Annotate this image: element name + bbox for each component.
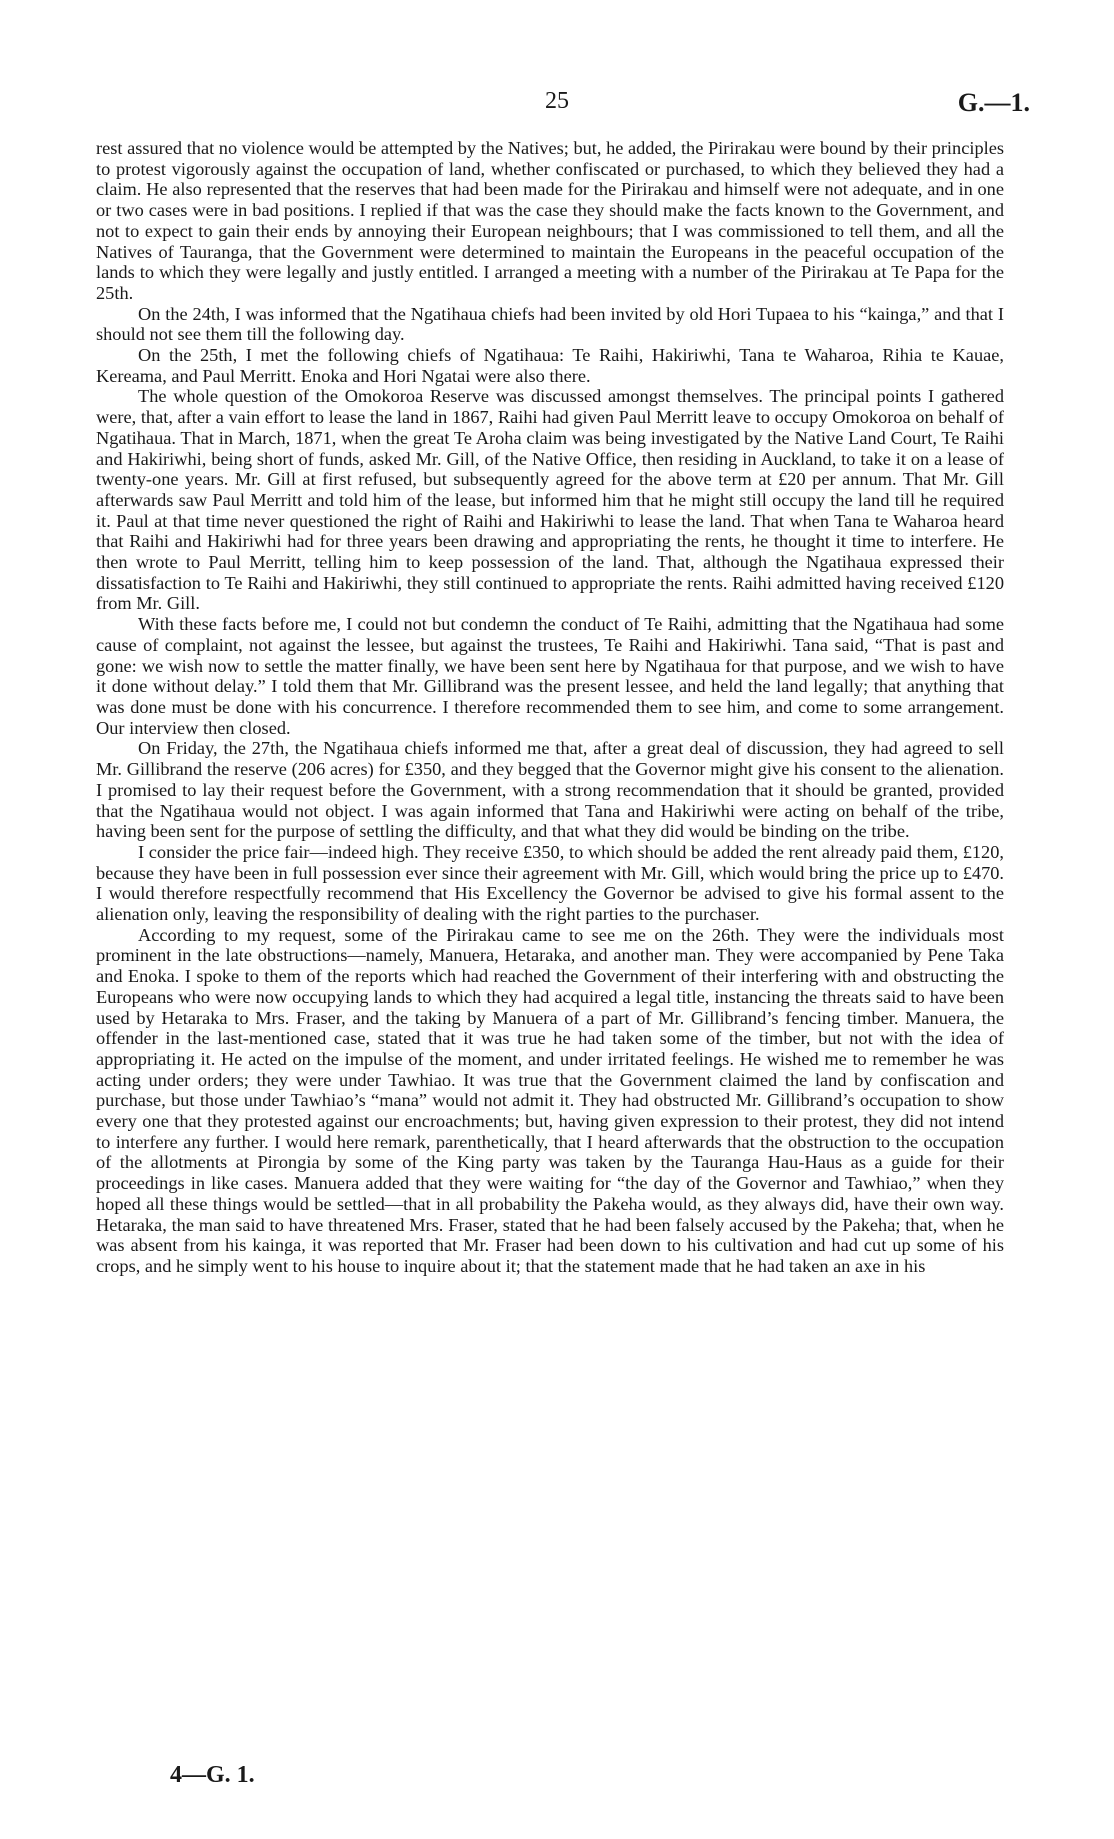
- paragraph: With these facts before me, I could not but condemn the conduct of Te Raihi, admitting that the Ngatihaua had some cause of complaint, not against the lessee, but against the trustees, Te Raihi and Hakiriwhi. Tana said, “That is past and gone: we wish now to settle the matter finally, we have been sent here by Ngatihaua for that purpose, and we wish to have it done without delay.” I told them that Mr. Gillibrand was the present lessee, and held the land legally; that anything that was done must be done with his concurrence. I therefore recommended them to see him, and come to some arrangement. Our interview then closed.: [96, 614, 1004, 738]
- paragraph: The whole question of the Omokoroa Reserve was discussed amongst themselves. The principal points I gathered were, that, after a vain effort to lease the land in 1867, Raihi had given Paul Merritt leave to occupy Omokoroa on behalf of Ngatihaua. That in March, 1871, when the great Te Aroha claim was being investigated by the Native Land Court, Te Raihi and Hakiriwhi, being short of funds, asked Mr. Gill, of the Native Office, then residing in Auckland, to take it on a lease of twenty-one years. Mr. Gill at first refused, but subsequently agreed for the above term at £20 per annum. That Mr. Gill afterwards saw Paul Merritt and told him of the lease, but informed him that he might still occupy the land till he required it. Paul at that time never questioned the right of Raihi and Hakiriwhi to lease the land. That when Tana te Waharoa heard that Raihi and Hakiriwhi had for three years been drawing and appropriating the rents, he thought it time to interfere. He then wrote to Paul Merritt, telling him to keep possession of the land. That, although the Ngatihaua expressed their dissatisfaction to Te Raihi and Hakiriwhi, they still continued to appropriate the rents. Raihi admitted having received £120 from Mr. Gill.: [96, 386, 1004, 614]
- paragraph: rest assured that no violence would be attempted by the Natives; but, he added, the Pirirakau were bound by their principles to protest vigorously against the occupation of land, whether confiscated or purchased, to which they believed they had a claim. He also represented that the reserves that had been made for the Pirirakau and himself were not adequate, and in one or two cases were in bad positions. I replied if that was the case they should make the facts known to the Government, and not to expect to gain their ends by annoying their European neighbours; that I was commissioned to tell them, and all the Natives of Tauranga, that the Government were determined to maintain the Europeans in the peaceful occupation of the lands to which they were legally and justly entitled. I arranged a meeting with a number of the Pirirakau at Te Papa for the 25th.: [96, 138, 1004, 303]
- page-number: 25: [545, 88, 569, 114]
- body-text: [96, 138, 1004, 1277]
- paragraph: According to my request, some of the Pirirakau came to see me on the 26th. They were the individuals most prominent in the late obstructions—namely, Manuera, Hetaraka, and another man. They were accompanied by Pene Taka and Enoka. I spoke to them of the reports which had reached the Government of their interfering with and obstructing the Europeans who were now occupying lands to which they had acquired a legal title, instancing the threats said to have been used by Hetaraka to Mrs. Fraser, and the taking by Manuera of a part of Mr. Gillibrand’s fencing timber. Manuera, the offender in the last-mentioned case, stated that it was true he had taken some of the timber, but not with the idea of appropriating it. He acted on the impulse of the moment, and under irritated feelings. He wished me to remember he was acting under orders; they were under Tawhiao. It was true that the Government claimed the land by confiscation and purchase, but those under Tawhiao’s “mana” would not admit it. They had obstructed Mr. Gillibrand’s occupation to show every one that they protested against our encroachments; but, having given expression to their protest, they did not intend to interfere any further. I would here remark, parenthetically, that I heard afterwards that the obstruction to the occupation of the allotments at Pirongia by some of the King party was taken by the Tauranga Hau-Haus as a guide for their proceedings in like cases. Manuera added that they were waiting for “the day of the Governor and Tawhiao,” when they hoped all these things would be settled—that in all probability the Pakeha would, as they always did, have their own way. Hetaraka, the man said to have threatened Mrs. Fraser, stated that he had been falsely accused by the Pakeha; that, when he was absent from his kainga, it was reported that Mr. Fraser had been down to his cultivation and had cut up some of his crops, and he simply went to his house to inquire about it; that the statement made that he had taken an axe in his: [96, 924, 1004, 1276]
- paragraph: On the 25th, I met the following chiefs of Ngatihaua: Te Raihi, Hakiriwhi, Tana te Waharoa, Rihia te Kauae, Kereama, and Paul Merritt. Enoka and Hori Ngatai were also there.: [96, 345, 1004, 386]
- paragraph: I consider the price fair—indeed high. They receive £350, to which should be added the rent already paid them, £120, because they have been in full possession ever since their agreement with Mr. Gill, which would bring the price up to £470. I would therefore respectfully recommend that His Excellency the Governor be advised to give his formal assent to the alienation only, leaving the responsibility of dealing with the right parties to the purchaser.: [96, 841, 1004, 925]
- sheet-signature: 4—G. 1.: [170, 1762, 255, 1788]
- document-reference: G.—1.: [957, 88, 1030, 117]
- paragraph: On the 24th, I was informed that the Ngatihaua chiefs had been invited by old Hori Tupaea to his “kainga,” and that I should not see them till the following day.: [96, 303, 1004, 345]
- paragraph: On Friday, the 27th, the Ngatihaua chiefs informed me that, after a great deal of discussion, they had agreed to sell Mr. Gillibrand the reserve (206 acres) for £350, and they begged that the Governor might give his consent to the alienation. I promised to lay their request before the Government, with a strong recommendation that it should be granted, provided that the Ngatihaua would not object. I was again informed that Tana and Hakiriwhi were acting on behalf of the tribe, having been sent for the purpose of settling the difficulty, and that what they did would be binding on the tribe.: [96, 738, 1004, 842]
